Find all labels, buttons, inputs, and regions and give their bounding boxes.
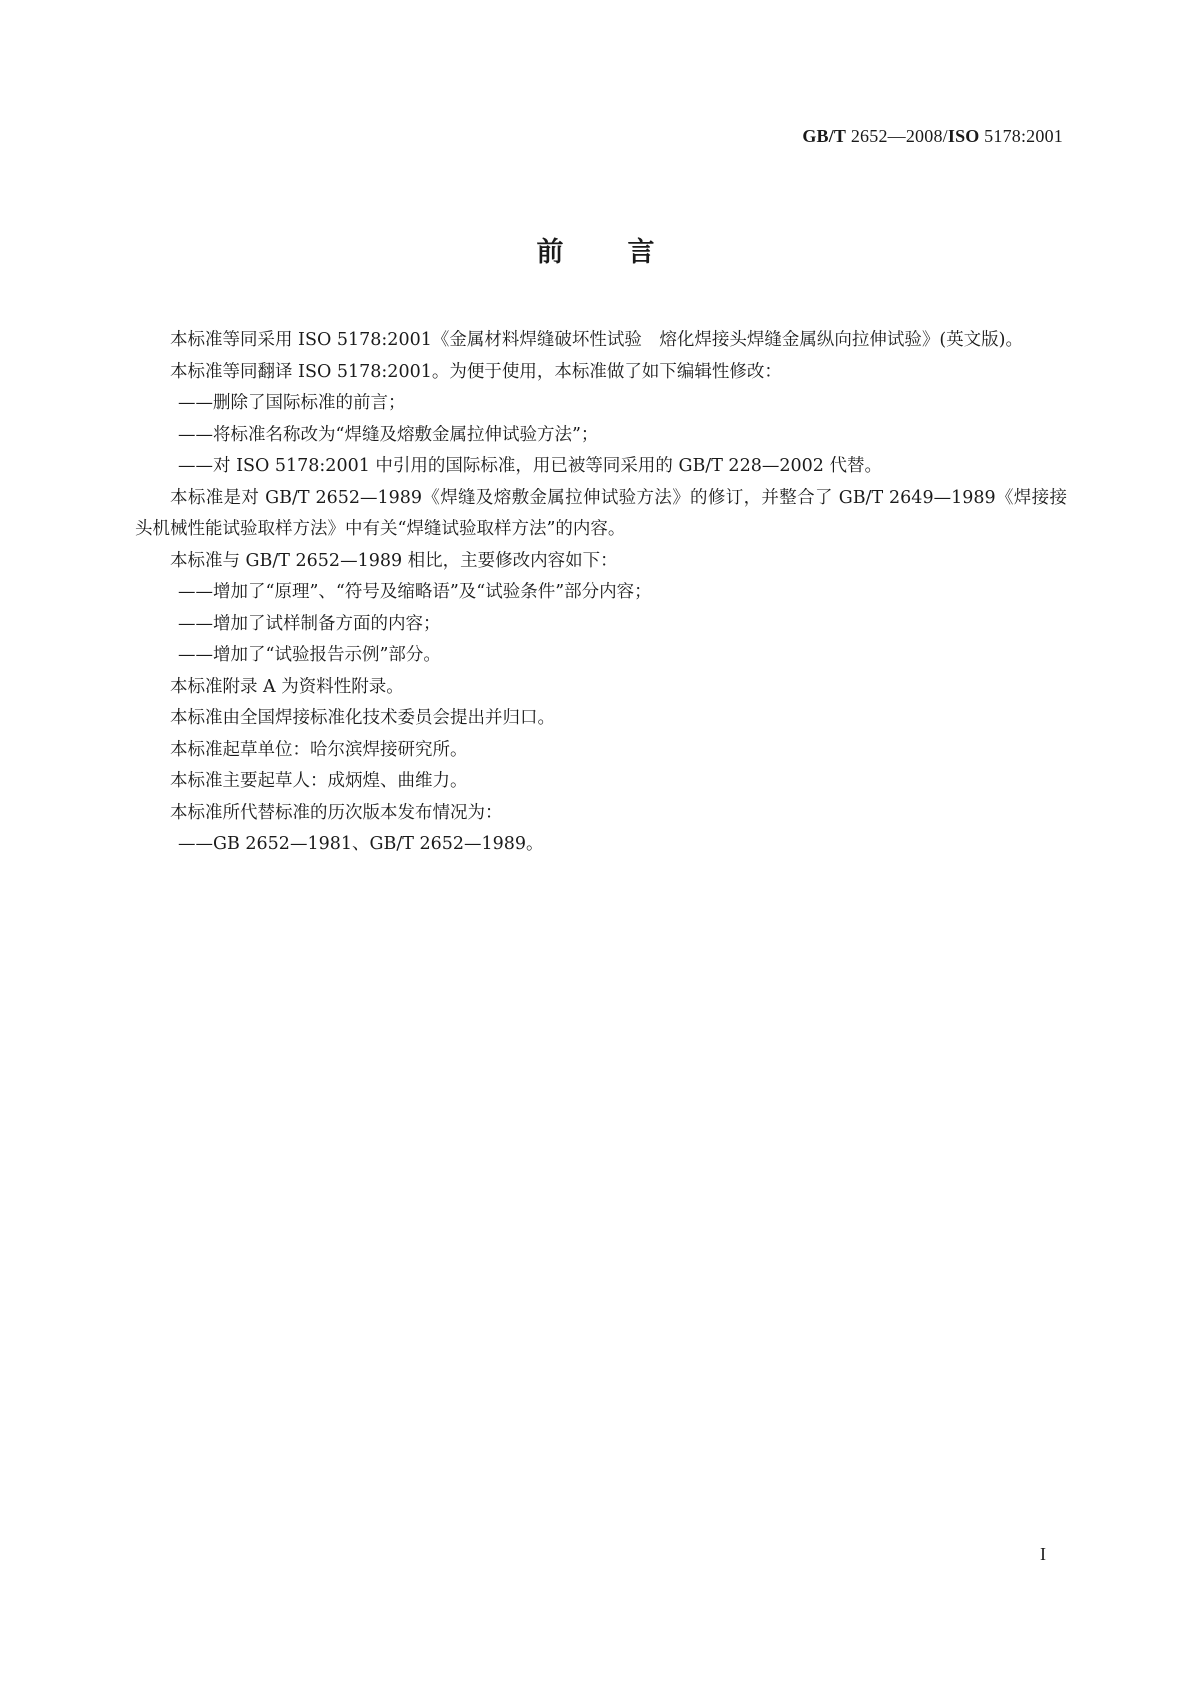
paragraph: 本标准等同翻译 ISO 5178:2001。为便于使用，本标准做了如下编辑性修改： bbox=[170, 361, 782, 382]
paragraph: 本标准由全国焊接标准化技术委员会提出并归口。 bbox=[170, 708, 555, 728]
title-char-1: 前 bbox=[536, 237, 564, 268]
paragraph: 本标准附录 A 为资料性附录。 bbox=[170, 676, 404, 697]
standard-code-number: 2652—2008/ bbox=[846, 126, 948, 146]
paragraph: 本标准主要起草人：成炳煌、曲维力。 bbox=[170, 771, 468, 791]
iso-code-number: 5178:2001 bbox=[979, 126, 1063, 146]
list-item: ——删除了国际标准的前言； bbox=[178, 393, 406, 413]
standard-code-prefix: GB/T bbox=[802, 126, 847, 146]
list-item: ——GB 2652—1981、GB/T 2652—1989。 bbox=[178, 834, 544, 854]
standard-code-header bbox=[802, 126, 1063, 147]
list-item: ——增加了试样制备方面的内容； bbox=[178, 613, 441, 634]
paragraph: 本标准是对 GB/T 2652—1989《焊缝及熔敷金属拉伸试验方法》的修订，并整合了 GB/T 2649—1989《焊接接头机械性能试验取样方法》中有关“焊缝试验取样方法”的内容。 bbox=[135, 487, 1067, 539]
list-item: ——将标准名称改为“焊缝及熔敷金属拉伸试验方法”； bbox=[178, 424, 599, 445]
foreword-body bbox=[135, 325, 1067, 861]
list-item: ——增加了“原理”、“符号及缩略语”及“试验条件”部分内容； bbox=[178, 582, 652, 602]
paragraph: 本标准与 GB/T 2652—1989 相比，主要修改内容如下： bbox=[170, 550, 618, 571]
list-item: ——对 ISO 5178:2001 中引用的国际标准，用已被等同采用的 GB/T 228—2002 代替。 bbox=[178, 456, 882, 476]
title-char-2: 言 bbox=[627, 237, 655, 268]
list-item: ——增加了“试验报告示例”部分。 bbox=[178, 645, 441, 665]
page-number: I bbox=[1040, 1544, 1046, 1564]
paragraph: 本标准起草单位：哈尔滨焊接研究所。 bbox=[170, 739, 468, 760]
page-title bbox=[0, 230, 1191, 269]
iso-code-prefix: ISO bbox=[947, 126, 980, 146]
paragraph: 本标准所代替标准的历次版本发布情况为： bbox=[170, 802, 503, 823]
paragraph: 本标准等同采用 ISO 5178:2001《金属材料焊缝破坏性试验 熔化焊接头焊缝金属纵向拉伸试验》(英文版)。 bbox=[170, 330, 1023, 350]
